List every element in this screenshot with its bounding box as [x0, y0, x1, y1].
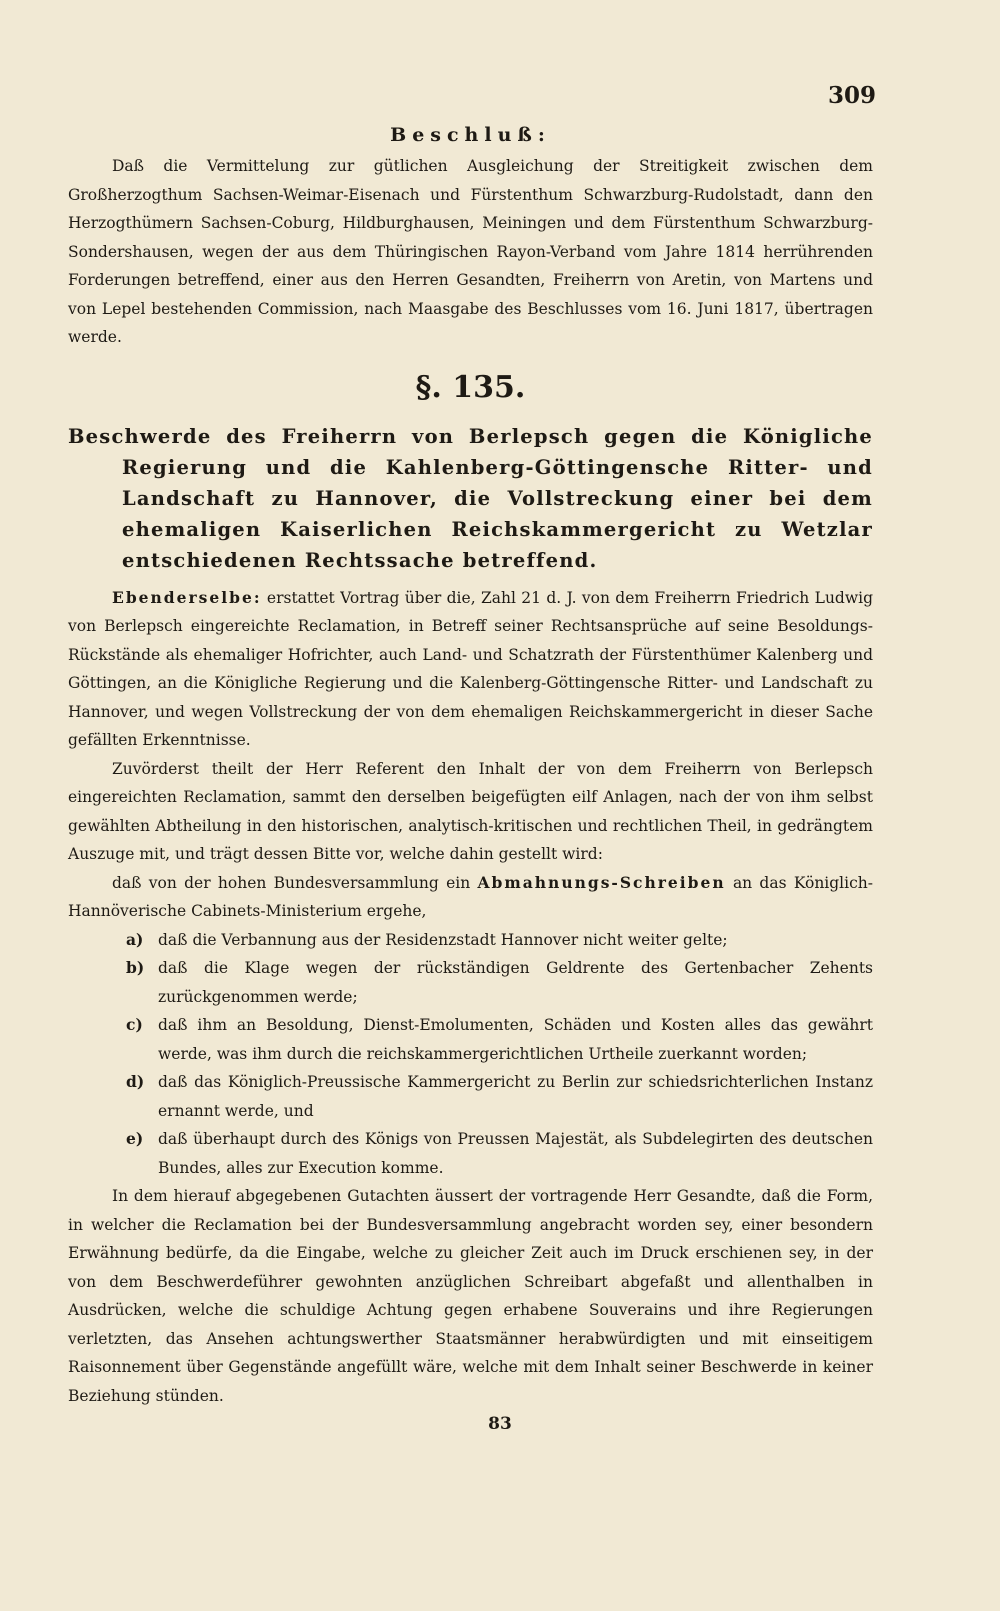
list-item-text: daß überhaupt durch des Königs von Preussen Majestät, als Subdelegirten des deutschen Bundes, alles zur Execution komme. — [158, 1130, 873, 1177]
beschluss-text: Daß die Vermittelung zur gütlichen Ausgleichung der Streitigkeit zwischen dem Großherzogthum Sachsen-Weimar-Eisenach und Fürstenthum Schwarzburg-Rudolstadt, dann den Herzogthümern Sachsen-Coburg, Hildburghausen, Meiningen und dem Fürstenthum Schwarzburg-Sondershausen, wegen der aus dem Thüringischen Rayon-Verband vom Jahre 1814 herrührenden Forderungen betreffend, einer aus den Herren Gesandten, Freiherrn von Aretin, von Martens und von Lepel bestehenden Commission, nach Maasgabe des Beschlusses vom 16. Juni 1817, übertragen werde. — [68, 157, 873, 346]
paragraph-ebenderselbe — [68, 584, 873, 755]
paragraph-zuvoerderst: Zuvörderst theilt der Herr Referent den Inhalt der von dem Freiherrn von Berlepsch eingereichten Reclamation, sammt den derselben beigefügten eilf Anlagen, nach der von ihm selbst gewählten Abtheilung in den historischen, analytisch-kritischen und rechtlichen Theil, in gedrängtem Auszuge mit, und trägt dessen Bitte vor, welche dahin gestellt wird: — [68, 759, 873, 863]
list-marker: e) — [126, 1129, 144, 1148]
list-item-text: daß ihm an Besoldung, Dienst-Emolumenten, Schäden und Kosten alles das gewährt werde, was ihm durch die reichskammergerichtlichen Urtheile zuerkannt worden; — [158, 1016, 873, 1063]
list-marker: d) — [126, 1072, 145, 1091]
section-number: §. 135. — [415, 369, 526, 405]
page-content — [68, 116, 873, 1410]
list-marker: a) — [126, 929, 144, 949]
list-item — [68, 926, 873, 955]
page-number: 309 — [827, 82, 876, 109]
beschluss-heading: Beschluß: — [390, 124, 551, 146]
list-item — [68, 1068, 873, 1125]
list-marker: c) — [126, 1015, 143, 1034]
section-title: Beschwerde des Freiherrn von Berlepsch gegen die Königliche Regierung und die Kahlenberg-Göttingensche Ritter- und Landschaft zu Hannover, die Vollstreckung einer bei dem ehemaligen Kaiserlichen Reichskammergericht zu Wetzlar entschiedenen Rechtssache betreffend. — [68, 424, 873, 572]
request-spaced: Abmahnungs-Schreiben — [477, 872, 726, 892]
speaker-lead: Ebenderselbe: — [112, 587, 262, 607]
list-item-text: daß die Verbannung aus der Residenzstadt Hannover nicht weiter gelte; — [158, 930, 728, 949]
ebenderselbe-text: erstattet Vortrag über die, Zahl 21 d. J. von dem Freiherrn Friedrich Ludwig von Berlepsch eingereichte Reclamation, in Betreff seiner Rechtsansprüche auf seine Besoldungs-Rückstände als ehemaliger Hofrichter, auch Land- und Schatzrath der Fürstenthümer Kalenberg und Göttingen, an die Königliche Regierung und die Kalenberg-Göttingensche Ritter- und Landschaft zu Hannover, und wegen Vollstreckung der von dem ehemaligen Reichskammergericht in dieser Sache gefällten Erkenntnisse. — [68, 588, 873, 749]
list-item — [68, 1125, 873, 1182]
list-marker: b) — [126, 958, 145, 977]
folio-signature: 83 — [488, 1414, 512, 1434]
list-item-text: daß die Klage wegen der rückständigen Geldrente des Gertenbacher Zehents zurückgenommen werde; — [158, 959, 873, 1006]
request-post: an das Königlich-Hannöverische Cabinets-Ministerium ergehe, — [68, 873, 873, 920]
request-list — [68, 926, 873, 1183]
paragraph-request — [68, 869, 873, 926]
list-item — [68, 954, 873, 1011]
list-item-text: daß das Königlich-Preussische Kammergericht zu Berlin zur schiedsrichterlichen Instanz ernannt werde, und — [158, 1073, 873, 1120]
list-item — [68, 1011, 873, 1068]
request-pre: daß von der hohen Bundesversammlung ein — [112, 873, 471, 892]
paragraph-gutachten: In dem hierauf abgegebenen Gutachten äussert der vortragende Herr Gesandte, daß die Form, in welcher die Reclamation bei der Bundesversammlung angebracht worden sey, einer besondern Erwähnung bedürfe, da die Eingabe, welche zu gleicher Zeit auch im Druck erschienen sey, in der von dem Beschwerdeführer gewohnten anzüglichen Schreibart abgefaßt und allenthalben in Ausdrücken, welche die schuldige Achtung gegen erhabene Souverains und ihre Regierungen verletzten, das Ansehen achtungswerther Staatsmänner herabwürdigten und mit einseitigem Raisonnement über Gegenstände angefüllt wäre, welche mit dem Inhalt seiner Beschwerde in keiner Beziehung stünden. — [68, 1187, 873, 1405]
